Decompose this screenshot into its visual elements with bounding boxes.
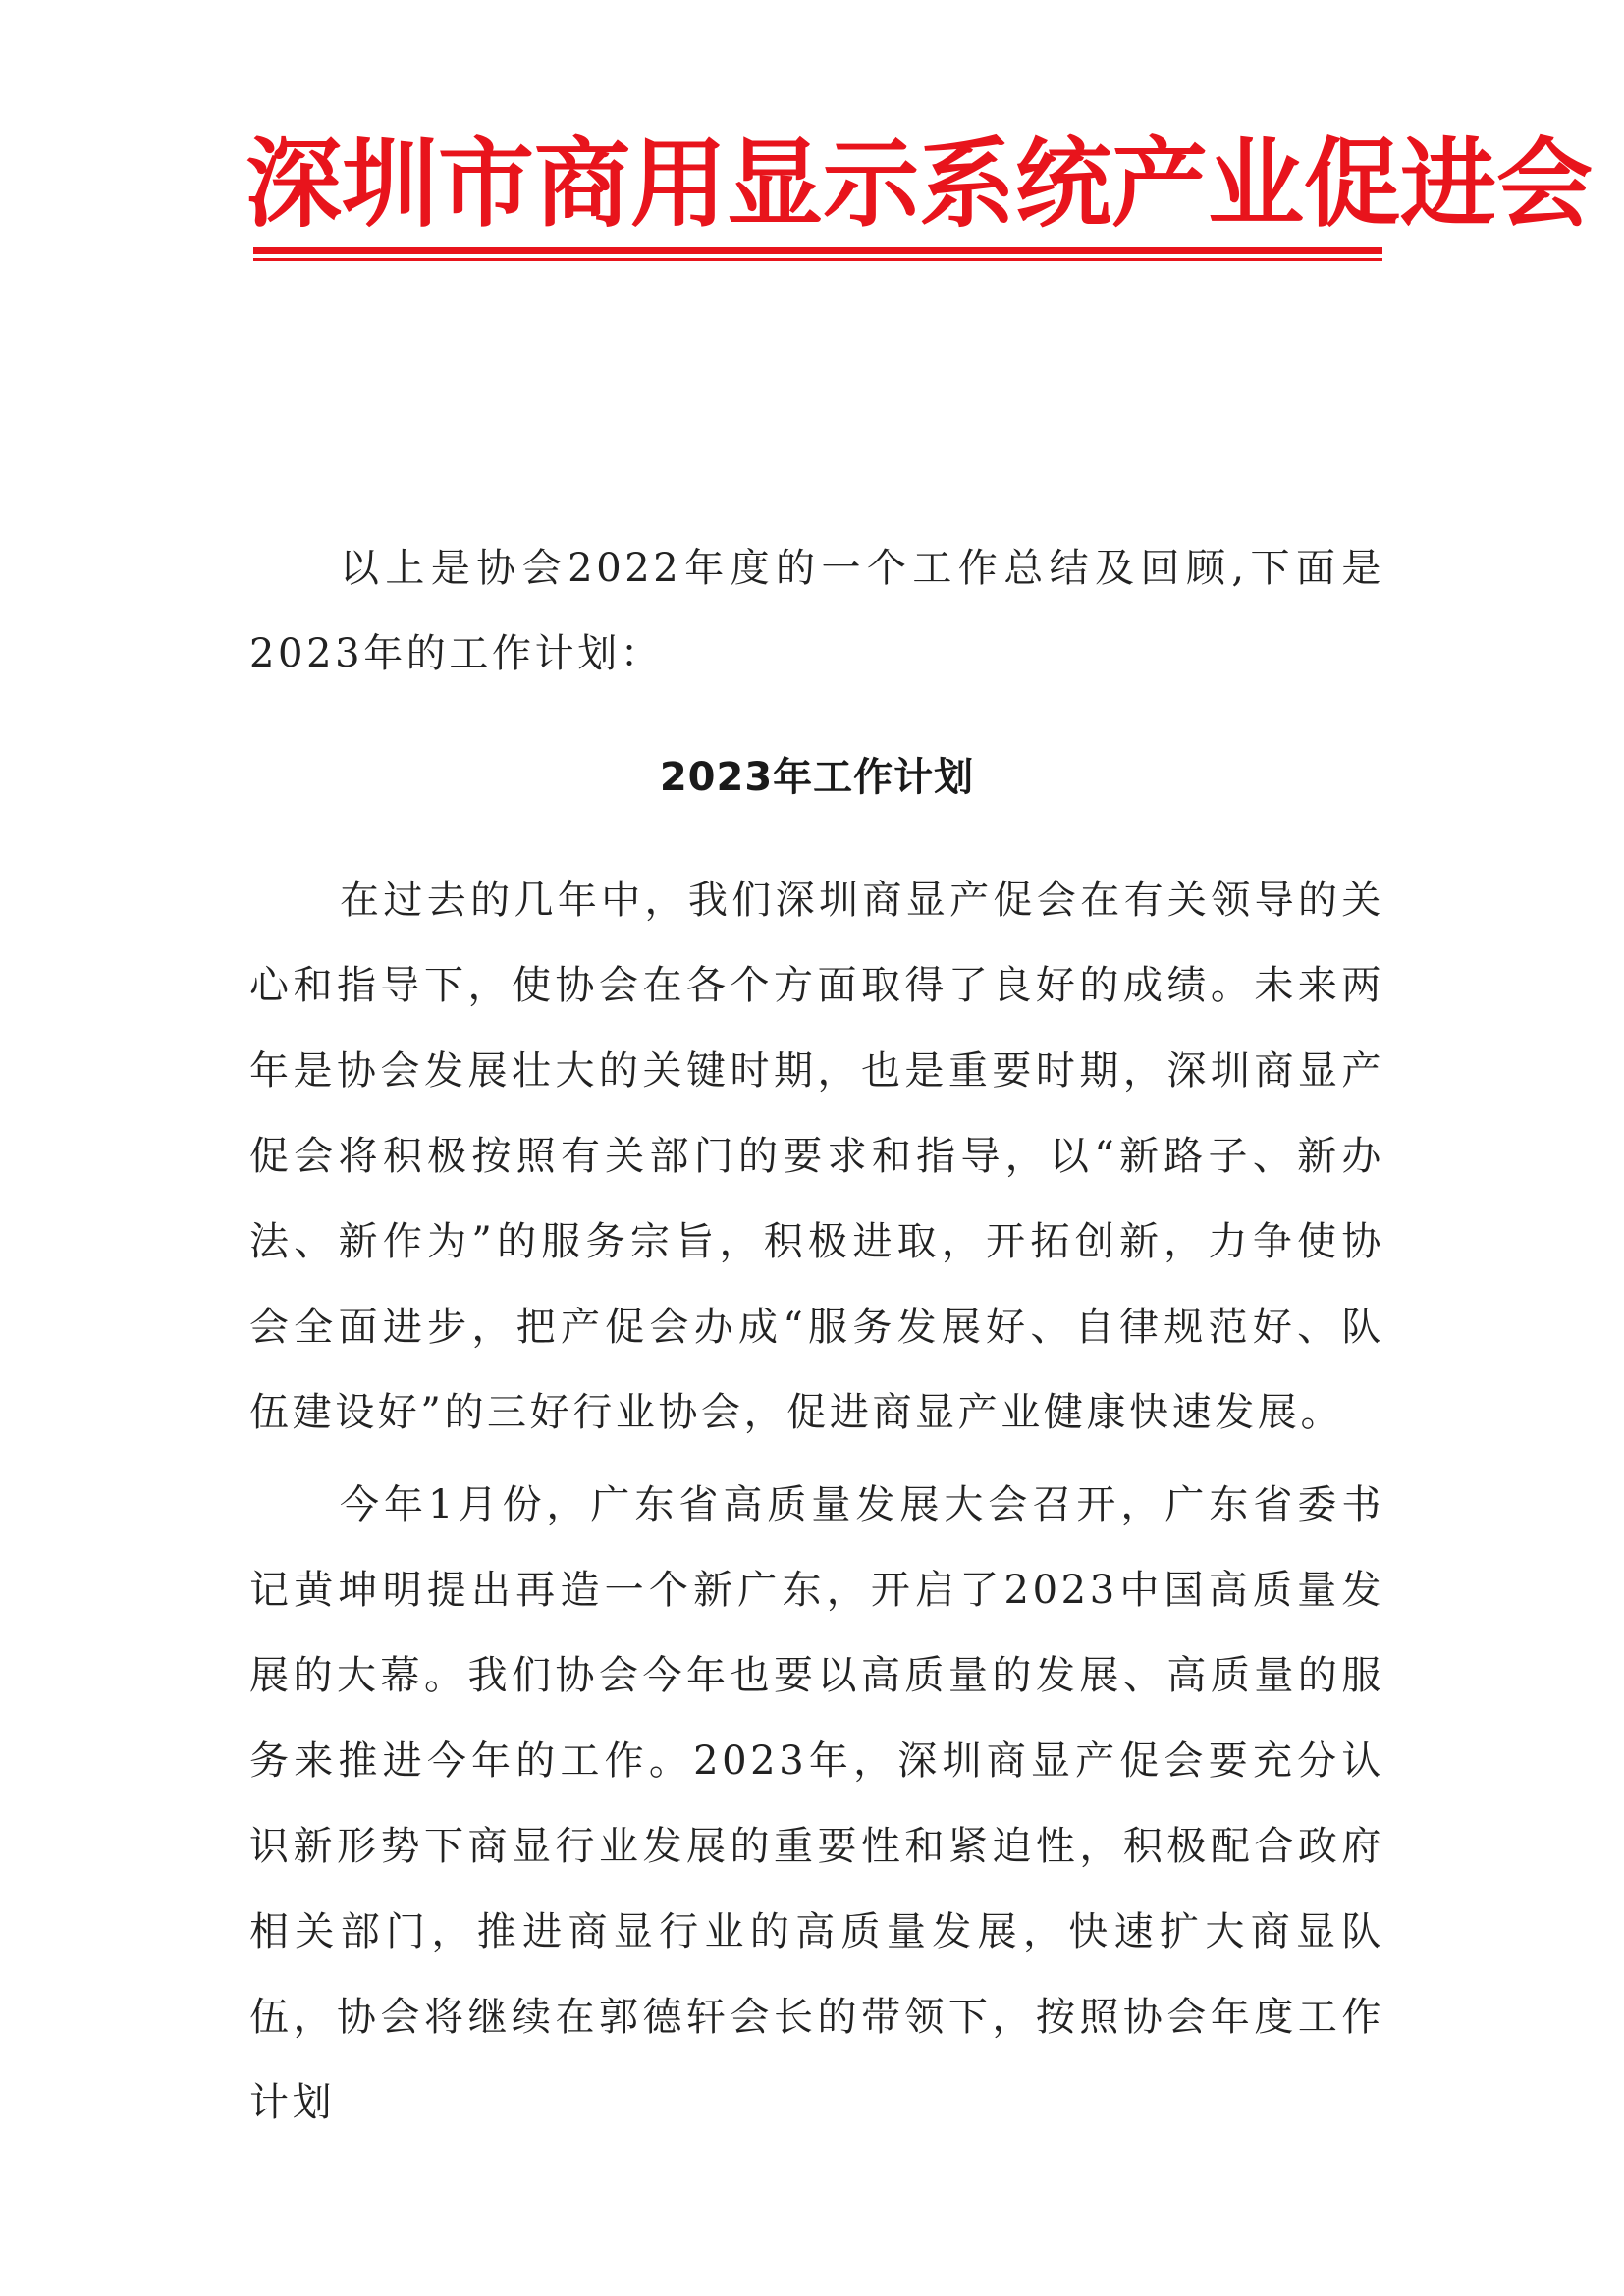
letterhead-divider-thin	[253, 258, 1382, 261]
body-paragraph: 今年1月份，广东省高质量发展大会召开，广东省委书记黄坤明提出再造一个新广东，开启了2023中国高质量发展的大幕。我们协会今年也要以高质量的发展、高质量的服务来推进今年的工作。2023年，深圳商显产促会要充分认识新形势下商显行业发展的重要性和紧迫性，积极配合政府相关部门，推进商显行业的高质量发展，快速扩大商显队伍，协会将继续在郭德轩会长的带领下，按照协会年度工作计划	[249, 1482, 1384, 2125]
intro-paragraph: 以上是协会2022年度的一个工作总结及回顾,下面是2023年的工作计划：	[249, 546, 1384, 676]
body-paragraph: 在过去的几年中，我们深圳商显产促会在有关领导的关心和指导下，使协会在各个方面取得了良好的成绩。未来两年是协会发展壮大的关键时期，也是重要时期，深圳商显产促会将积极按照有关部门的要求和指导，以“新路子、新办法、新作为”的服务宗旨，积极进取，开拓创新，力争使协会全面进步，把产促会办成“服务发展好、自律规范好、队伍建设好”的三好行业协会，促进商显产业健康快速发展。	[249, 878, 1384, 1435]
letterhead-title: 深圳市商用显示系统产业促进会	[245, 129, 1594, 240]
letterhead-divider-thick	[253, 247, 1382, 254]
section-heading: 2023年工作计划	[659, 755, 975, 800]
